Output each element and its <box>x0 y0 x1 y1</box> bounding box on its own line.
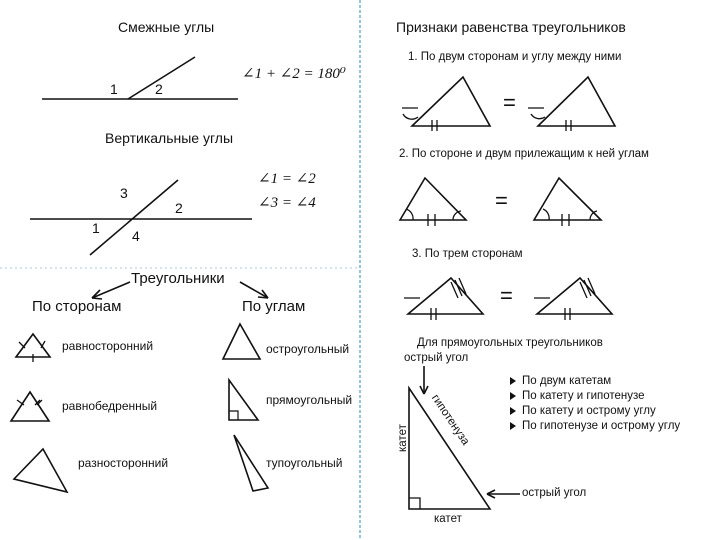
criterion2-triangle-right <box>534 178 601 220</box>
criterion-2-equals: = <box>495 188 508 213</box>
criterion1-triangle-left <box>412 77 490 126</box>
criterion-1-equals: = <box>503 90 516 115</box>
leg-bottom-label: катет <box>434 513 462 525</box>
by-sides-label: По сторонам <box>32 298 122 315</box>
criterion-3-label: 3. По трем сторонам <box>412 248 523 260</box>
vertical-angle-4: 4 <box>132 228 140 244</box>
triangle-acute <box>223 324 260 359</box>
adjacent-title: Смежные углы <box>118 19 215 35</box>
criterion-2-label: 2. По стороне и двум прилежащим к ней углам <box>399 148 649 160</box>
by-angles-label: По углам <box>242 298 306 315</box>
vertical-angle-3: 3 <box>120 185 128 201</box>
criterion-3-equals: = <box>500 283 513 308</box>
bullet-arrow-icons <box>510 377 516 430</box>
triangle-obtuse <box>234 435 268 491</box>
rt-criterion-3: По катету и острому углу <box>522 405 656 417</box>
triangles-title: Треугольники <box>131 270 225 287</box>
vertical-formula-2: ∠3 = ∠4 <box>258 195 316 211</box>
acute-angle-label-top: острый угол <box>404 352 469 364</box>
acute-angle-label-bottom: острый угол <box>522 487 587 499</box>
criterion3-triangle-left <box>408 278 483 314</box>
criterion-1-label: 1. По двум сторонам и углу между ними <box>408 51 622 63</box>
triangle-equilateral <box>16 334 50 357</box>
criteria-title: Признаки равенства треугольников <box>396 19 626 35</box>
leg-vertical-label: катет <box>397 424 409 452</box>
right-triangle-large <box>409 388 490 509</box>
rt-criterion-1: По двум катетам <box>522 375 612 387</box>
type-isosceles: равнобедренный <box>62 399 158 413</box>
type-obtuse: тупоугольный <box>266 456 343 470</box>
adjacent-formula: ∠1 + ∠2 = 180⁰ <box>242 66 346 82</box>
triangle-scalene <box>14 449 67 492</box>
triangle-right <box>229 380 258 420</box>
rt-criterion-4: По гипотенузе и острому углу <box>522 420 681 432</box>
type-scalene: разносторонний <box>78 456 169 470</box>
arrow-by-angles <box>240 282 268 298</box>
type-right: прямоугольный <box>266 393 353 407</box>
vertical-angle-1: 1 <box>92 220 100 236</box>
rt-criterion-2: По катету и гипотенузе <box>522 390 645 402</box>
adjacent-angle-2: 2 <box>155 81 163 97</box>
adjacent-angle-1: 1 <box>110 81 118 97</box>
type-acute: остроугольный <box>266 342 350 356</box>
vertical-angle-2: 2 <box>175 200 183 216</box>
triangle-isosceles <box>11 392 49 421</box>
arrow-by-sides <box>92 282 130 298</box>
criterion1-triangle-right <box>538 77 615 126</box>
vertical-formula-1: ∠1 = ∠2 <box>258 171 316 187</box>
vertical-title: Вертикальные углы <box>105 130 234 146</box>
type-equilateral: равносторонний <box>62 339 154 353</box>
hypotenuse-label: гипотенуза <box>428 392 472 448</box>
right-triangle-title: Для прямоугольных треугольников <box>417 337 603 349</box>
criterion3-triangle-right <box>537 278 612 314</box>
